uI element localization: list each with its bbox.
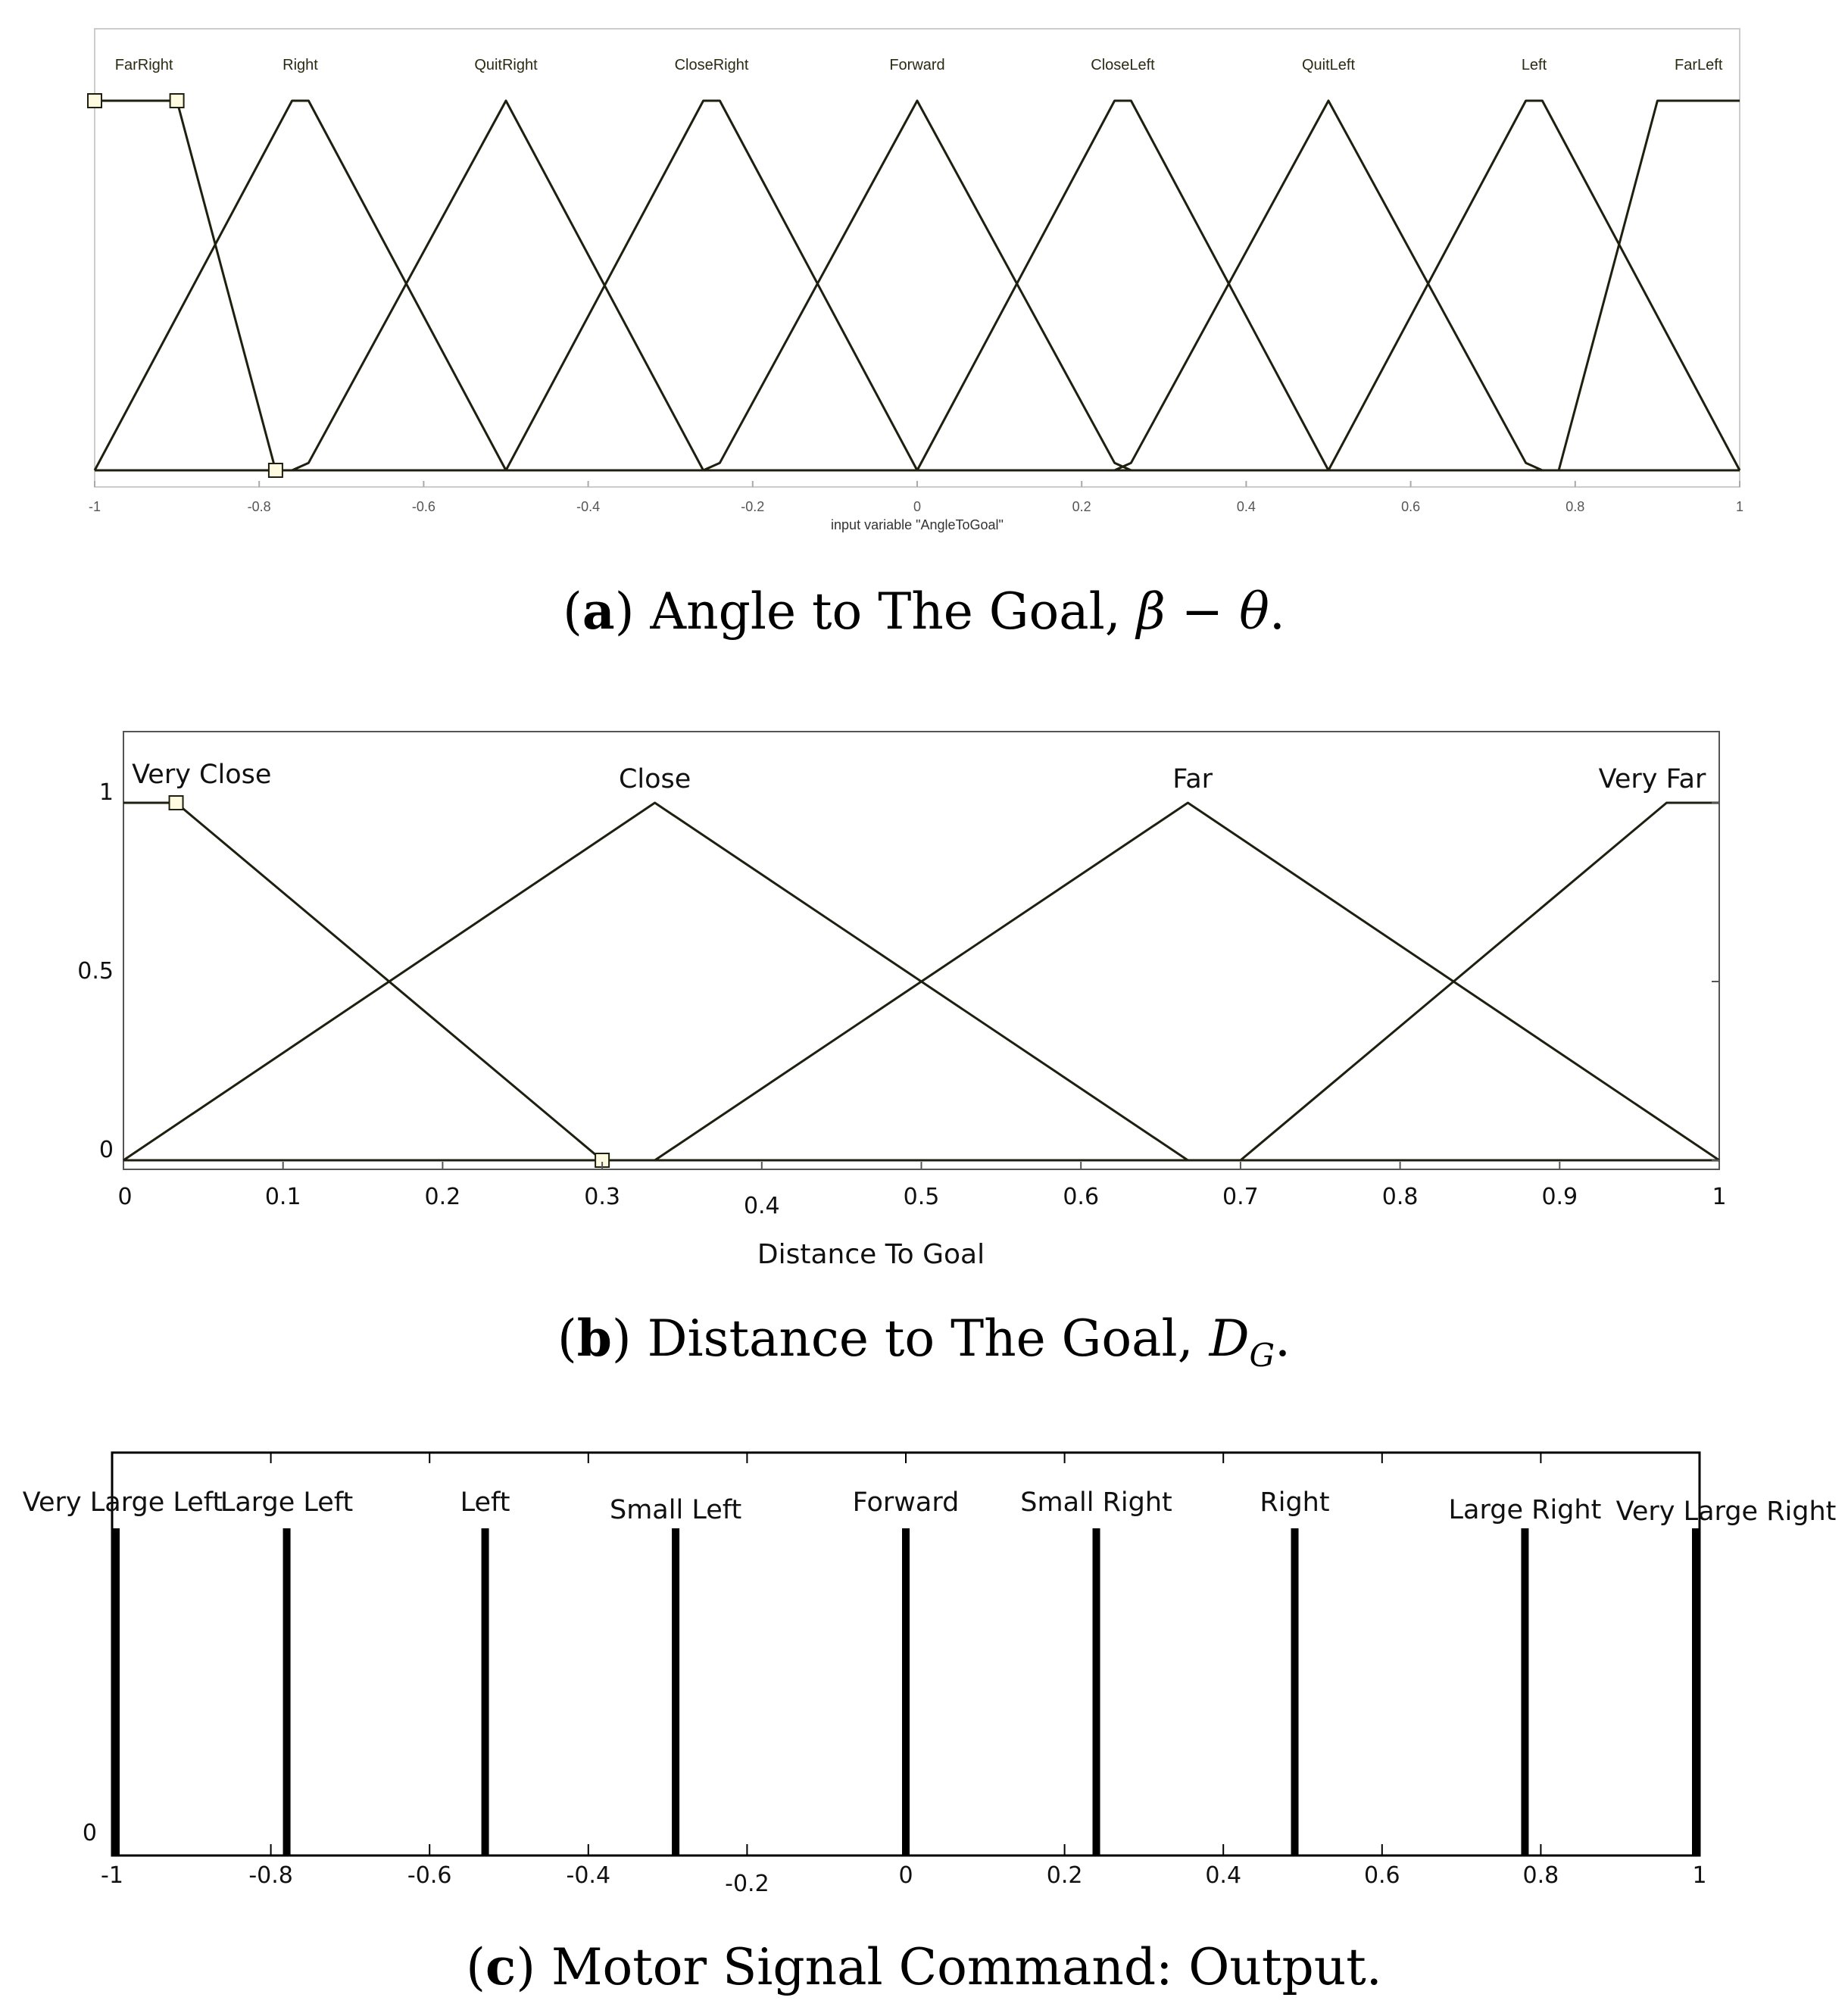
label-far: Far xyxy=(1172,764,1213,794)
label-forward: Forward xyxy=(852,1487,960,1518)
label-farleft: FarLeft xyxy=(1675,57,1723,73)
distance-to-goal-chart xyxy=(77,732,1726,1270)
chart-c-tick-label: 0.4 xyxy=(1205,1862,1242,1889)
caption-b-text: Distance to The Goal, xyxy=(631,1309,1210,1368)
chart-b-tick-label: 0.2 xyxy=(424,1184,461,1210)
caption-c-text: Motor Signal Command: Output. xyxy=(535,1938,1382,1996)
chart-c-ytick-label: 0 xyxy=(82,1820,97,1846)
chart-a-tick-label: 0.6 xyxy=(1401,499,1421,514)
chart-a-tick-label: 0.2 xyxy=(1072,499,1091,514)
chart-a-frame xyxy=(95,29,1740,487)
chart-a-tick-label: 1 xyxy=(1735,499,1744,514)
chart-b-ytick-label: 1 xyxy=(98,779,114,806)
chart-a-tick-label: -0.6 xyxy=(411,499,435,514)
singleton-small-left xyxy=(672,1528,679,1855)
caption-a: (a) Angle to The Goal, β − θ. xyxy=(563,582,1285,641)
chart-b-tick-label: 0.5 xyxy=(903,1184,940,1210)
chart-a-tick-label: 0.8 xyxy=(1565,499,1585,514)
caption-a-text: Angle to The Goal, xyxy=(634,582,1137,641)
singleton-large-left xyxy=(283,1528,291,1855)
chart-a-tick-label: 0.4 xyxy=(1236,499,1256,514)
label-right: Right xyxy=(1260,1487,1330,1518)
caption-b-math: D xyxy=(1209,1309,1250,1368)
chart-b-tick-label: 0.4 xyxy=(743,1193,780,1219)
singleton-large-right xyxy=(1521,1528,1528,1855)
label-large-right: Large Right xyxy=(1448,1495,1602,1525)
chart-b-frame xyxy=(123,732,1719,1169)
chart-a-tick-label: -0.4 xyxy=(576,499,601,514)
caption-a-math: β − θ xyxy=(1136,582,1269,641)
chart-c-tick-label: -0.6 xyxy=(407,1862,452,1889)
chart-c-tick-label: -0.8 xyxy=(248,1862,293,1889)
caption-c-letter: c xyxy=(485,1937,517,1996)
label-closeright: CloseRight xyxy=(674,57,749,73)
chart-b-tick-label: 0.9 xyxy=(1541,1184,1578,1210)
farright-vertex-marker xyxy=(88,94,101,108)
label-right: Right xyxy=(283,57,318,73)
chart-b-tick-label: 0.1 xyxy=(264,1184,301,1210)
singleton-very-large-left xyxy=(112,1528,120,1855)
chart-c-tick-label: 1 xyxy=(1692,1862,1707,1889)
chart-b-tick-label: 0.3 xyxy=(584,1184,620,1210)
chart-b-tick-label: 1 xyxy=(1712,1184,1727,1210)
label-very-close: Very Close xyxy=(132,760,272,790)
chart-b-xlabel: Distance To Goal xyxy=(757,1239,985,1270)
label-closeleft: CloseLeft xyxy=(1091,57,1155,73)
chart-c-tick-label: 0.6 xyxy=(1363,1862,1400,1889)
chart-a-tick-label: -1 xyxy=(88,499,101,514)
label-very-large-right: Very Large Right xyxy=(1615,1497,1837,1527)
chart-b-tick-label: 0.6 xyxy=(1063,1184,1100,1210)
label-quitright: QuitRight xyxy=(474,57,538,73)
singleton-very-large-right xyxy=(1692,1528,1700,1855)
label-left: Left xyxy=(460,1487,510,1518)
label-left: Left xyxy=(1521,57,1547,73)
caption-a-tail: . xyxy=(1269,582,1285,641)
caption-c: (c) Motor Signal Command: Output. xyxy=(466,1937,1382,1996)
farright-vertex-marker xyxy=(170,94,184,108)
chart-b-ytick-label: 0 xyxy=(98,1137,114,1163)
singleton-left xyxy=(482,1528,489,1855)
label-very-far: Very Far xyxy=(1598,764,1706,794)
caption-b-sub: G xyxy=(1249,1337,1275,1374)
chart-c-tick-label: -1 xyxy=(101,1862,123,1889)
chart-a-xlabel: input variable "AngleToGoal" xyxy=(831,517,1004,532)
label-small-left: Small Left xyxy=(609,1495,742,1525)
singleton-small-right xyxy=(1093,1528,1100,1855)
farright-vertex-marker xyxy=(269,463,283,477)
chart-c-tick-label: -0.2 xyxy=(725,1871,769,1897)
angle-to-goal-chart xyxy=(88,29,1743,532)
chart-b-tick-label: 0.7 xyxy=(1222,1184,1259,1210)
chart-b-tick-label: 0 xyxy=(117,1184,133,1210)
chart-c-tick-label: 0.2 xyxy=(1046,1862,1083,1889)
motor-signal-chart xyxy=(23,1453,1837,1897)
caption-b: (b) Distance to The Goal, $D_G$. xyxy=(557,1309,1291,1374)
label-quitleft: QuitLeft xyxy=(1301,57,1356,73)
label-farright: FarRight xyxy=(114,57,173,73)
veryclose-vertex-marker xyxy=(170,796,183,810)
chart-c-tick-label: 0 xyxy=(898,1862,913,1889)
label-forward: Forward xyxy=(889,57,945,73)
label-small-right: Small Right xyxy=(1020,1487,1172,1518)
singleton-right xyxy=(1291,1528,1299,1855)
caption-b-letter: b xyxy=(576,1309,612,1368)
chart-a-tick-label: -0.2 xyxy=(741,499,765,514)
label-close: Close xyxy=(618,764,691,794)
chart-a-tick-label: 0 xyxy=(913,499,922,514)
chart-b-ytick-label: 0.5 xyxy=(77,958,114,985)
chart-c-tick-label: 0.8 xyxy=(1522,1862,1559,1889)
label-very-large-left: Very Large Left xyxy=(22,1487,223,1518)
chart-b-tick-label: 0.8 xyxy=(1381,1184,1419,1210)
caption-b-tail: . xyxy=(1275,1309,1291,1368)
label-large-left: Large Left xyxy=(220,1487,354,1518)
singleton-forward xyxy=(902,1528,910,1855)
caption-a-letter: a xyxy=(582,582,615,641)
chart-c-tick-label: -0.4 xyxy=(566,1862,611,1889)
chart-a-tick-label: -0.8 xyxy=(247,499,271,514)
